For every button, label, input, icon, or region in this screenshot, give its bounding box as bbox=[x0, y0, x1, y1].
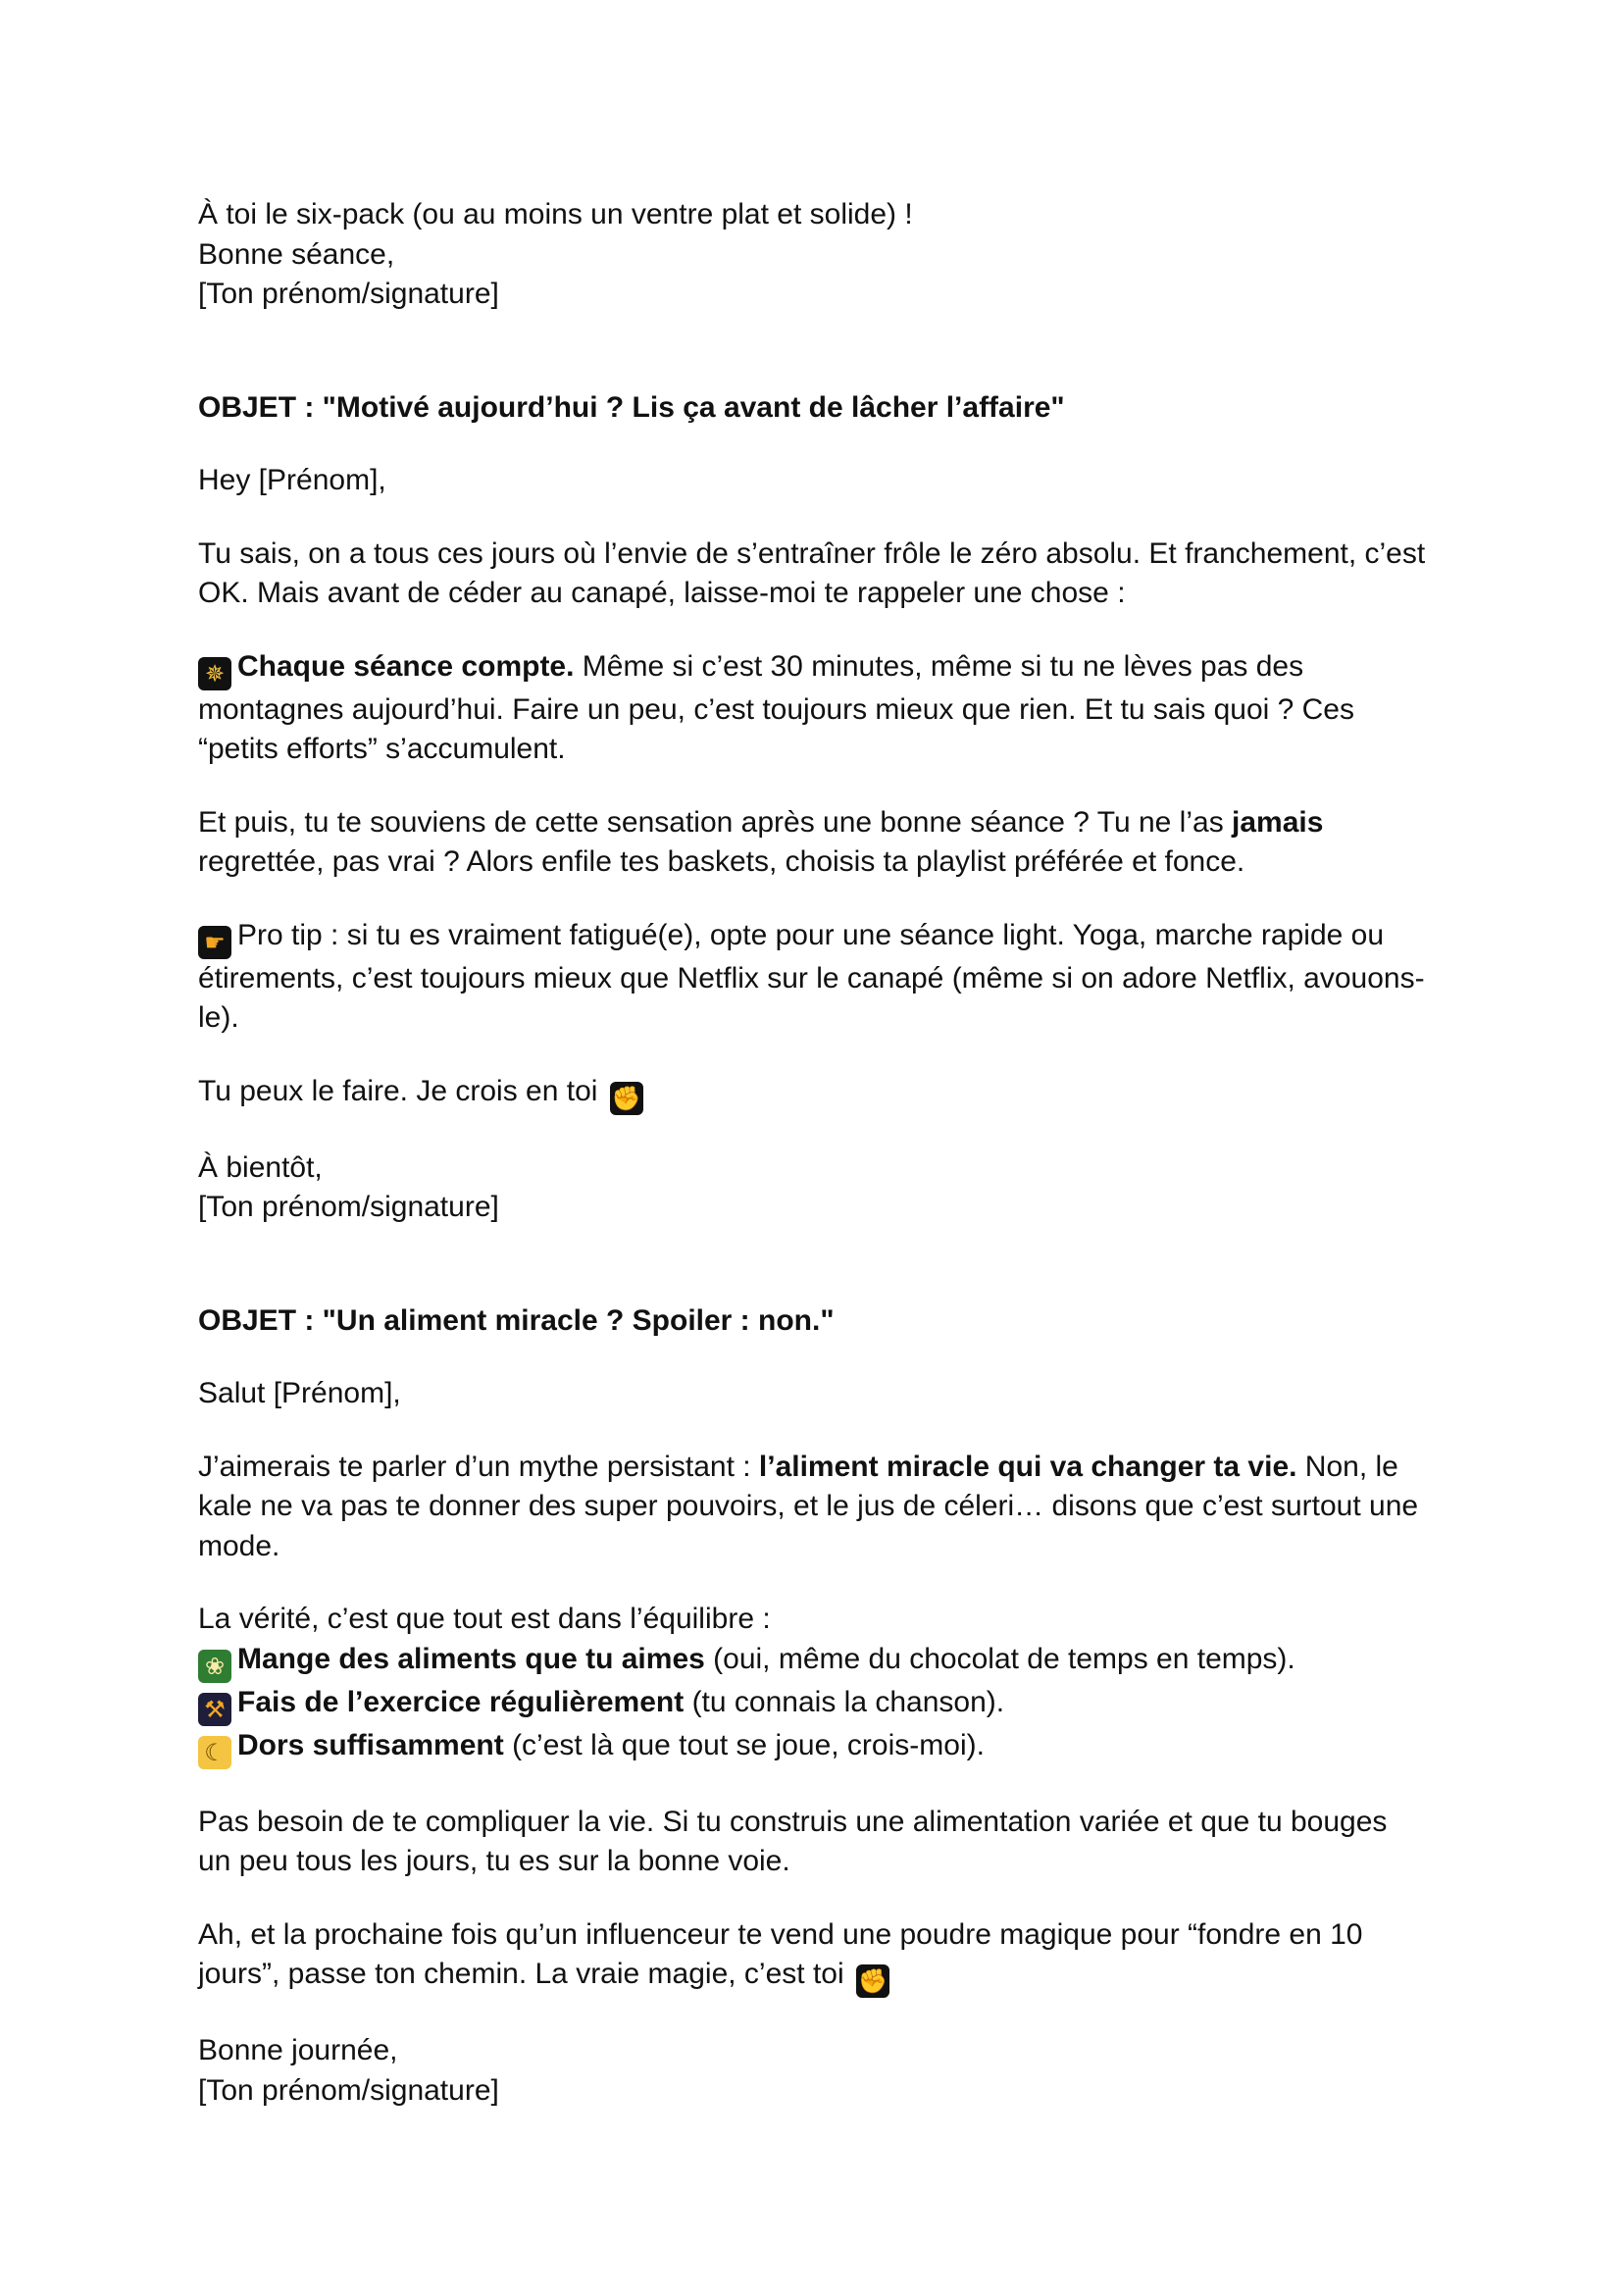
text: (c’est là que tout se joue, crois-moi). bbox=[503, 1728, 985, 1761]
closing-line: À toi le six-pack (ou au moins un ventre plat et solide) ! bbox=[198, 198, 913, 230]
signature: [Ton prénom/signature] bbox=[198, 278, 499, 310]
text: Même si c’est 30 minutes, même si tu ne lèves pas des montagnes aujourd’hui. Faire un peu, c’est toujours mieux que rien. Et tu sais quoi ? Ces “petits efforts” s’accumulent. bbox=[198, 649, 1354, 765]
paragraph: Pas besoin de te compliquer la vie. Si tu construis une alimentation variée et que tu bouges un peu tous les jours, tu es sur la bonne voie. bbox=[198, 1805, 1388, 1877]
flexed-biceps-icon: ✊ bbox=[610, 1082, 643, 1115]
text: Et puis, tu te souviens de cette sensation après une bonne séance ? Tu ne l’as bbox=[198, 805, 1233, 839]
email-subject: OBJET : "Un aliment miracle ? Spoiler : non." bbox=[198, 1303, 835, 1337]
tips-list bbox=[198, 1600, 1428, 1769]
bold-text: Mange des aliments que tu aimes bbox=[237, 1642, 705, 1675]
flexed-biceps-icon: ✊ bbox=[856, 1964, 889, 1998]
text: J’aimerais te parler d’un mythe persistant : bbox=[198, 1450, 759, 1483]
pointing-hand-icon: ☛ bbox=[198, 926, 231, 959]
bold-text: Chaque séance compte. bbox=[237, 649, 575, 683]
salad-icon: ❀ bbox=[198, 1650, 231, 1683]
list-item bbox=[198, 1640, 1428, 1683]
weight-lifter-icon: ⚒ bbox=[198, 1693, 231, 1726]
text: regrettée, pas vrai ? Alors enfile tes baskets, choisis ta playlist préférée et fonce. bbox=[198, 845, 1245, 878]
paragraph bbox=[198, 916, 1428, 1039]
signoff: À bientôt, bbox=[198, 1150, 323, 1184]
paragraph bbox=[198, 1448, 1428, 1567]
paragraph: Tu sais, on a tous ces jours où l’envie de s’entraîner frôle le zéro absolu. Et franchement, c’est OK. Mais avant de céder au canapé, laisse-moi te rappeler une chose : bbox=[198, 536, 1426, 609]
email-motivation bbox=[198, 388, 1428, 1228]
text: Ah, et la prochaine fois qu’un influenceur te vend une poudre magique pour “fondre en 10 jours”, passe ton chemin. La vraie magie, c’est toi bbox=[198, 1917, 1363, 1990]
bold-text: l’aliment miracle qui va changer ta vie. bbox=[758, 1450, 1297, 1483]
paragraph bbox=[198, 1072, 1428, 1115]
signature: [Ton prénom/signature] bbox=[198, 1191, 499, 1223]
list-item bbox=[198, 1726, 1428, 1769]
paragraph bbox=[198, 647, 1428, 770]
greeting: Salut [Prénom], bbox=[198, 1377, 401, 1409]
text: (tu connais la chanson). bbox=[684, 1685, 1005, 1718]
greeting: Hey [Prénom], bbox=[198, 464, 386, 496]
signature: [Ton prénom/signature] bbox=[198, 2073, 499, 2107]
email-nutrition bbox=[198, 1301, 1428, 2112]
bold-text: Dors suffisamment bbox=[237, 1728, 504, 1761]
bold-text: jamais bbox=[1232, 805, 1324, 839]
signoff: Bonne journée, bbox=[198, 2034, 398, 2066]
bold-text: Fais de l’exercice régulièrement bbox=[237, 1685, 685, 1718]
text: Pro tip : si tu es vraiment fatigué(e), opte pour une séance light. Yoga, marche rapide ou étirements, c’est toujours mieux que Netflix sur le canapé (même si on adore Netflix, avouons-le). bbox=[198, 918, 1425, 1034]
light-bulb-icon: ✵ bbox=[198, 657, 231, 690]
text: (oui, même du chocolat de temps en temps). bbox=[704, 1642, 1295, 1675]
text: Tu peux le faire. Je crois en toi bbox=[198, 1074, 598, 1107]
list-item bbox=[198, 1683, 1428, 1726]
sleeping-face-icon: ☾ bbox=[198, 1736, 231, 1769]
paragraph bbox=[198, 1915, 1428, 1999]
paragraph bbox=[198, 803, 1428, 883]
list-intro: La vérité, c’est que tout est dans l’équilibre : bbox=[198, 1603, 771, 1635]
signoff: Bonne séance, bbox=[198, 237, 395, 271]
text: Non, le kale ne va pas te donner des super pouvoirs, et le jus de céleri… disons que c’est surtout une mode. bbox=[198, 1450, 1419, 1562]
email-subject: OBJET : "Motivé aujourd’hui ? Lis ça avant de lâcher l’affaire" bbox=[198, 390, 1065, 424]
email-previous-ending bbox=[198, 195, 1428, 315]
